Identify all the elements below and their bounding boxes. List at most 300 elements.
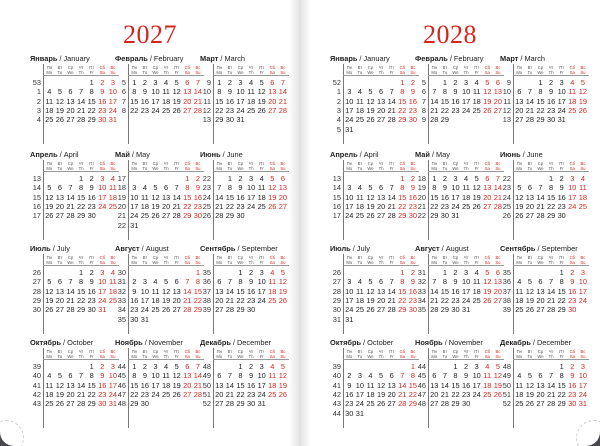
month-name-separator: / xyxy=(237,244,240,253)
month-name-ru: Апрель xyxy=(330,150,358,159)
calendar-day: 28 xyxy=(525,115,534,125)
calendar-day: 2 xyxy=(410,174,415,183)
weekday-label: Tu xyxy=(527,70,533,75)
calendar-day: 27 xyxy=(525,211,534,221)
weekday-label: Su xyxy=(195,354,201,359)
calendar-day: 30 xyxy=(193,211,202,221)
calendar-day: 11 xyxy=(109,277,117,287)
weekday-label: Ср xyxy=(152,161,159,166)
calendar-day: 26 xyxy=(578,105,587,115)
calendar-day: 2 xyxy=(453,78,458,87)
weekday-label: Пн xyxy=(346,255,352,260)
calendar-day: 2 xyxy=(347,371,352,381)
calendar-day: 22 xyxy=(76,295,86,305)
weekday-label: Ср xyxy=(237,349,244,354)
calendar-day: 10 xyxy=(345,286,354,296)
calendar-day: 17 xyxy=(461,96,471,106)
calendar-day: 28 xyxy=(76,115,86,125)
calendar-day: 14 xyxy=(76,96,86,106)
calendar-day: 17 xyxy=(98,192,107,202)
calendar-day: 6 xyxy=(517,87,522,97)
weekday-label: Чт xyxy=(463,65,469,70)
calendar-day: 18 xyxy=(568,96,577,106)
calendar-day: 25 xyxy=(268,389,277,399)
calendar-day: 6 xyxy=(57,277,62,287)
calendar-day: 20 xyxy=(183,96,192,106)
month-name-ru: Август xyxy=(115,244,140,253)
calendar-day: 24 xyxy=(108,105,117,115)
calendar-day: 14 xyxy=(387,192,396,202)
weekday-label: Ср xyxy=(367,255,374,260)
calendar-day: 28 xyxy=(193,389,202,399)
calendar-day: 11 xyxy=(515,286,524,296)
calendar-day: 21 xyxy=(183,295,192,305)
calendar-day: 22 xyxy=(430,201,439,211)
weekday-label: Пн xyxy=(46,349,52,354)
weekday-label: Пн xyxy=(431,349,437,354)
calendar-day: 29 xyxy=(536,115,545,125)
weekday-label: Fr xyxy=(89,354,94,359)
weekday-label: Ср xyxy=(452,255,459,260)
calendar-day: 25 xyxy=(568,105,577,115)
calendar-day: 25 xyxy=(161,105,171,115)
calendar-day: 4 xyxy=(270,362,275,371)
calendar-day: 14 xyxy=(440,380,449,390)
calendar-day: 9 xyxy=(249,277,254,287)
month-name-en: February xyxy=(153,54,184,63)
calendar-day: 20 xyxy=(183,380,192,390)
calendar-day: 30 xyxy=(225,115,234,125)
calendar-day: 25 xyxy=(355,305,364,315)
month-name-ru: Ноябрь xyxy=(115,338,143,347)
month-block xyxy=(500,338,588,430)
calendar-day: 14 xyxy=(278,87,287,97)
calendar-day: 13 xyxy=(268,87,277,97)
weekday-label: Вт xyxy=(357,65,363,70)
month-name-separator: / xyxy=(144,338,147,347)
month-name-en: July xyxy=(356,244,370,253)
week-number: 35 xyxy=(417,305,426,315)
header-divider xyxy=(428,359,504,360)
week-number: 48 xyxy=(417,399,426,409)
calendar-day: 4 xyxy=(368,371,373,381)
month-block xyxy=(200,54,288,146)
weekday-label: Mo xyxy=(131,70,138,75)
calendar-day: 14 xyxy=(66,286,75,296)
calendar-day: 3 xyxy=(142,277,147,287)
calendar-day: 19 xyxy=(493,380,502,390)
month-name-ru: Сентябрь xyxy=(200,244,236,253)
weekday-label: Ср xyxy=(367,349,374,354)
calendar-day: 7 xyxy=(195,78,200,87)
calendar-day: 25 xyxy=(161,389,171,399)
weekday-label: Mo xyxy=(516,354,523,359)
calendar-day: 24 xyxy=(108,389,117,399)
weekday-label: Чт xyxy=(548,161,554,166)
calendar-day: 11 xyxy=(356,192,364,202)
calendar-day: 19 xyxy=(366,201,375,211)
calendar-day: 17 xyxy=(108,380,117,390)
calendar-day: 16 xyxy=(557,192,566,202)
weekday-label: We xyxy=(67,166,74,171)
month-block xyxy=(200,338,288,430)
calendar-day: 17 xyxy=(151,380,160,390)
calendar-day: 13 xyxy=(483,183,492,193)
calendar-day: 4 xyxy=(153,277,158,287)
weekday-label: Th xyxy=(78,166,84,171)
calendar-day: 3 xyxy=(347,183,352,193)
calendar-day: 16 xyxy=(236,192,245,202)
weekday-label: We xyxy=(152,354,159,359)
calendar-day: 17 xyxy=(236,96,245,106)
week-number: 51 xyxy=(502,389,511,399)
calendar-day: 23 xyxy=(557,201,566,211)
calendar-day: 17 xyxy=(108,96,117,106)
calendar-day: 6 xyxy=(68,87,73,97)
calendar-day: 27 xyxy=(536,305,545,315)
calendar-day: 29 xyxy=(193,305,202,315)
calendar-day: 28 xyxy=(225,305,234,315)
calendar-day: 13 xyxy=(55,286,64,296)
month-name-en: April xyxy=(63,150,79,159)
weekday-label: Sa xyxy=(269,70,275,75)
weekday-label: Mo xyxy=(46,70,53,75)
weekday-label: Чт xyxy=(248,161,254,166)
week-number: 33 xyxy=(417,286,426,296)
weekday-label: Th xyxy=(248,354,254,359)
month-name-en: August xyxy=(145,244,169,253)
calendar-day: 29 xyxy=(546,211,556,221)
calendar-day: 2 xyxy=(89,268,94,277)
calendar-day: 16 xyxy=(568,286,577,296)
weekday-label: Чт xyxy=(78,161,84,166)
calendar-day: 20 xyxy=(483,192,492,202)
calendar-day: 14 xyxy=(387,286,396,296)
calendar-day: 7 xyxy=(185,277,190,287)
calendar-day: 2 xyxy=(410,268,415,277)
weekday-label: We xyxy=(367,260,374,265)
weekday-label: Fr xyxy=(259,166,264,171)
month-name-ru: Июнь xyxy=(500,150,521,159)
calendar-day: 28 xyxy=(76,399,86,409)
calendar-day: 25 xyxy=(483,389,492,399)
calendar-day: 29 xyxy=(557,305,566,315)
weekday-label: Сб xyxy=(269,161,276,166)
weekday-label: Fr xyxy=(389,70,394,75)
calendar-day: 18 xyxy=(246,96,256,106)
calendar-day: 17 xyxy=(257,380,266,390)
week-number: 46 xyxy=(117,380,126,390)
calendar-day: 18 xyxy=(161,380,171,390)
calendar-day: 6 xyxy=(485,174,490,183)
weekday-label: Tu xyxy=(227,70,233,75)
week-number: 35 xyxy=(117,314,126,324)
weekday-label: Tu xyxy=(527,260,533,265)
month-name-ru: Июнь xyxy=(200,150,221,159)
calendar-day: 21 xyxy=(215,201,224,211)
weekday-label: Пн xyxy=(516,255,522,260)
weekday-label: Пн xyxy=(46,65,52,70)
month-name-separator: / xyxy=(522,150,525,159)
weekday-label: Mo xyxy=(46,260,53,265)
calendar-day: 15 xyxy=(225,192,234,202)
week-number: 31 xyxy=(332,314,341,324)
weekday-label: Сб xyxy=(399,161,406,166)
calendar-day: 25 xyxy=(45,399,54,409)
weekday-label: Tu xyxy=(357,166,363,171)
calendar-day: 17 xyxy=(557,96,566,106)
calendar-day: 15 xyxy=(398,192,407,202)
weekday-label: Чт xyxy=(548,65,554,70)
weekday-label: Вс xyxy=(410,161,416,166)
calendar-day: 24 xyxy=(130,211,139,221)
calendar-day: 25 xyxy=(108,295,117,305)
calendar-day: 9 xyxy=(195,183,200,193)
calendar-day: 1 xyxy=(400,268,405,277)
calendar-day: 26 xyxy=(161,305,171,315)
weekday-label: Th xyxy=(163,354,169,359)
week-number: 43 xyxy=(32,399,41,409)
calendar-day: 21 xyxy=(387,105,396,115)
weekday-label: Fr xyxy=(89,70,94,75)
weekday-label: Вт xyxy=(57,65,63,70)
calendar-day: 8 xyxy=(559,371,564,381)
calendar-day: 30 xyxy=(461,399,471,409)
calendar-day: 18 xyxy=(151,295,160,305)
calendar-day: 26 xyxy=(268,201,277,211)
calendar-day: 21 xyxy=(225,389,234,399)
week-number: 42 xyxy=(332,389,341,399)
calendar-day: 13 xyxy=(493,277,502,287)
weekday-label: Ср xyxy=(152,349,159,354)
weekday-label: Вс xyxy=(495,255,501,260)
weekday-label: Mo xyxy=(46,354,53,359)
weekday-label: Чт xyxy=(378,65,384,70)
calendar-day: 4 xyxy=(357,277,362,287)
month-title xyxy=(115,244,169,253)
calendar-day: 23 xyxy=(236,201,245,211)
weekday-label: Ср xyxy=(452,65,459,70)
calendar-day: 3 xyxy=(347,87,352,97)
week-number: 30 xyxy=(32,305,41,315)
weekday-label: Сб xyxy=(569,65,576,70)
calendar-day: 24 xyxy=(98,295,107,305)
weekday-label: Сб xyxy=(484,161,491,166)
week-number: 6 xyxy=(121,87,126,97)
calendar-day: 16 xyxy=(568,380,577,390)
calendar-day: 18 xyxy=(483,380,492,390)
header-divider xyxy=(128,171,204,172)
calendar-day: 25 xyxy=(355,115,364,125)
calendar-day: 23 xyxy=(193,201,202,211)
weekday-label: Вт xyxy=(442,161,448,166)
weekday-label: Su xyxy=(280,166,286,171)
calendar-day: 22 xyxy=(236,389,245,399)
calendar-day: 11 xyxy=(162,87,170,97)
weekday-label: Fr xyxy=(559,70,564,75)
calendar-day: 6 xyxy=(389,371,394,381)
calendar-day: 3 xyxy=(259,268,264,277)
calendar-day: 19 xyxy=(257,96,266,106)
week-number: 48 xyxy=(202,362,211,371)
calendar-day: 23 xyxy=(98,105,107,115)
month-name-en: January xyxy=(63,54,90,63)
month-name-en: August xyxy=(445,244,469,253)
week-number: 52 xyxy=(202,399,211,409)
calendar-day: 25 xyxy=(257,201,266,211)
month-name-en: October xyxy=(67,338,94,347)
calendar-day: 7 xyxy=(389,87,394,97)
calendar-day: 31 xyxy=(140,314,149,324)
calendar-day: 26 xyxy=(472,201,481,211)
calendar-day: 12 xyxy=(172,371,181,381)
weekday-label: Ср xyxy=(67,161,74,166)
calendar-day: 5 xyxy=(485,78,490,87)
calendar-day: 24 xyxy=(568,201,577,211)
month-name-separator: / xyxy=(359,150,362,159)
week-number: 47 xyxy=(117,389,126,399)
calendar-day: 9 xyxy=(142,87,147,97)
calendar-day: 28 xyxy=(215,211,224,221)
weekday-label: Вт xyxy=(442,255,448,260)
weekday-label: Вт xyxy=(442,65,448,70)
calendar-day: 22 xyxy=(215,105,224,115)
month-name-separator: / xyxy=(141,244,144,253)
calendar-day: 12 xyxy=(366,286,375,296)
calendar-day: 6 xyxy=(217,371,222,381)
calendar-day: 11 xyxy=(568,87,577,97)
weekday-label: Пт xyxy=(474,161,480,166)
month-name-ru: Декабрь xyxy=(500,338,531,347)
calendar-day: 23 xyxy=(87,295,96,305)
month-title xyxy=(115,338,183,347)
calendar-day: 10 xyxy=(345,192,354,202)
month-block xyxy=(30,54,118,146)
weekday-label: Вс xyxy=(495,349,501,354)
calendar-day: 1 xyxy=(195,268,200,277)
week-number: 9 xyxy=(506,78,511,87)
calendar-day: 1 xyxy=(559,362,564,371)
weekday-label: Сб xyxy=(399,349,406,354)
calendar-day: 31 xyxy=(257,399,266,409)
calendar-day: 1 xyxy=(442,78,447,87)
calendar-day: 29 xyxy=(225,211,234,221)
week-number: 48 xyxy=(117,399,126,409)
calendar-day: 31 xyxy=(345,314,354,324)
weekday-label: Su xyxy=(110,260,116,265)
calendar-day: 27 xyxy=(430,399,439,409)
weekday-label: We xyxy=(152,260,159,265)
calendar-day: 30 xyxy=(408,211,417,221)
month-name-separator: / xyxy=(149,54,152,63)
weekday-label: Пт xyxy=(389,349,395,354)
calendar-day: 28 xyxy=(387,115,396,125)
calendar-day: 1 xyxy=(227,174,232,183)
calendar-day: 26 xyxy=(278,389,287,399)
calendar-day: 2 xyxy=(249,362,254,371)
weekday-label: Пн xyxy=(216,65,222,70)
week-number: 29 xyxy=(32,295,41,305)
calendar-day: 9 xyxy=(347,380,352,390)
week-number: 15 xyxy=(332,192,341,202)
weekday-label: Вт xyxy=(442,349,448,354)
calendar-day: 30 xyxy=(345,408,354,418)
month-title xyxy=(415,54,483,63)
month-block xyxy=(415,150,503,242)
calendar-day: 16 xyxy=(193,192,202,202)
calendar-day: 23 xyxy=(98,389,107,399)
weekday-label: Th xyxy=(463,166,469,171)
weekday-label: Пн xyxy=(431,161,437,166)
calendar-day: 2 xyxy=(238,174,243,183)
weekday-label: Вт xyxy=(142,255,148,260)
calendar-day: 7 xyxy=(227,277,232,287)
weekday-label: Su xyxy=(495,354,501,359)
calendar-day: 5 xyxy=(580,78,585,87)
calendar-day: 15 xyxy=(236,286,245,296)
calendar-day: 16 xyxy=(87,286,96,296)
week-number: 6 xyxy=(421,87,426,97)
calendar-day: 3 xyxy=(357,371,362,381)
weekday-label: Чт xyxy=(463,161,469,166)
calendar-day: 23 xyxy=(440,201,449,211)
calendar-day: 26 xyxy=(55,115,64,125)
calendar-day: 5 xyxy=(47,183,52,193)
week-number: 28 xyxy=(332,286,341,296)
header-divider xyxy=(213,171,289,172)
calendar-day: 5 xyxy=(164,277,169,287)
calendar-day: 3 xyxy=(559,78,564,87)
weekday-label: Сб xyxy=(184,255,191,260)
weekday-label: Mo xyxy=(431,354,438,359)
weekday-label: Mo xyxy=(346,70,353,75)
calendar-day: 14 xyxy=(172,192,181,202)
calendar-day: 20 xyxy=(66,105,75,115)
weekday-label: Su xyxy=(280,354,286,359)
weekday-label: Tu xyxy=(142,260,148,265)
calendar-day: 23 xyxy=(451,105,460,115)
calendar-day: 2 xyxy=(570,362,575,371)
calendar-day: 15 xyxy=(430,192,439,202)
week-number: 9 xyxy=(206,78,211,87)
calendar-day: 28 xyxy=(440,399,449,409)
header-divider xyxy=(128,265,204,266)
weekday-label: Ср xyxy=(452,349,459,354)
calendar-day: 19 xyxy=(366,295,375,305)
weekday-label: Fr xyxy=(259,70,264,75)
month-title xyxy=(115,150,150,159)
month-title xyxy=(500,244,578,253)
calendar-day: 12 xyxy=(493,371,502,381)
calendar-day: 6 xyxy=(217,277,222,287)
calendar-day: 14 xyxy=(76,380,86,390)
calendar-day: 2 xyxy=(570,268,575,277)
header-divider xyxy=(513,359,589,360)
week-number: 35 xyxy=(502,268,511,277)
calendar-day: 12 xyxy=(483,87,492,97)
calendar-day: 8 xyxy=(453,371,458,381)
weekday-label: Th xyxy=(548,354,554,359)
calendar-day: 16 xyxy=(546,96,556,106)
month-name-ru: Апрель xyxy=(30,150,58,159)
month-name-en: May xyxy=(435,150,450,159)
calendar-day: 30 xyxy=(546,115,556,125)
month-name-ru: Октябрь xyxy=(30,338,62,347)
weekday-label: Mo xyxy=(516,70,523,75)
month-name-separator: / xyxy=(59,54,62,63)
calendar-day: 2 xyxy=(195,174,200,183)
month-name-ru: Март xyxy=(500,54,519,63)
